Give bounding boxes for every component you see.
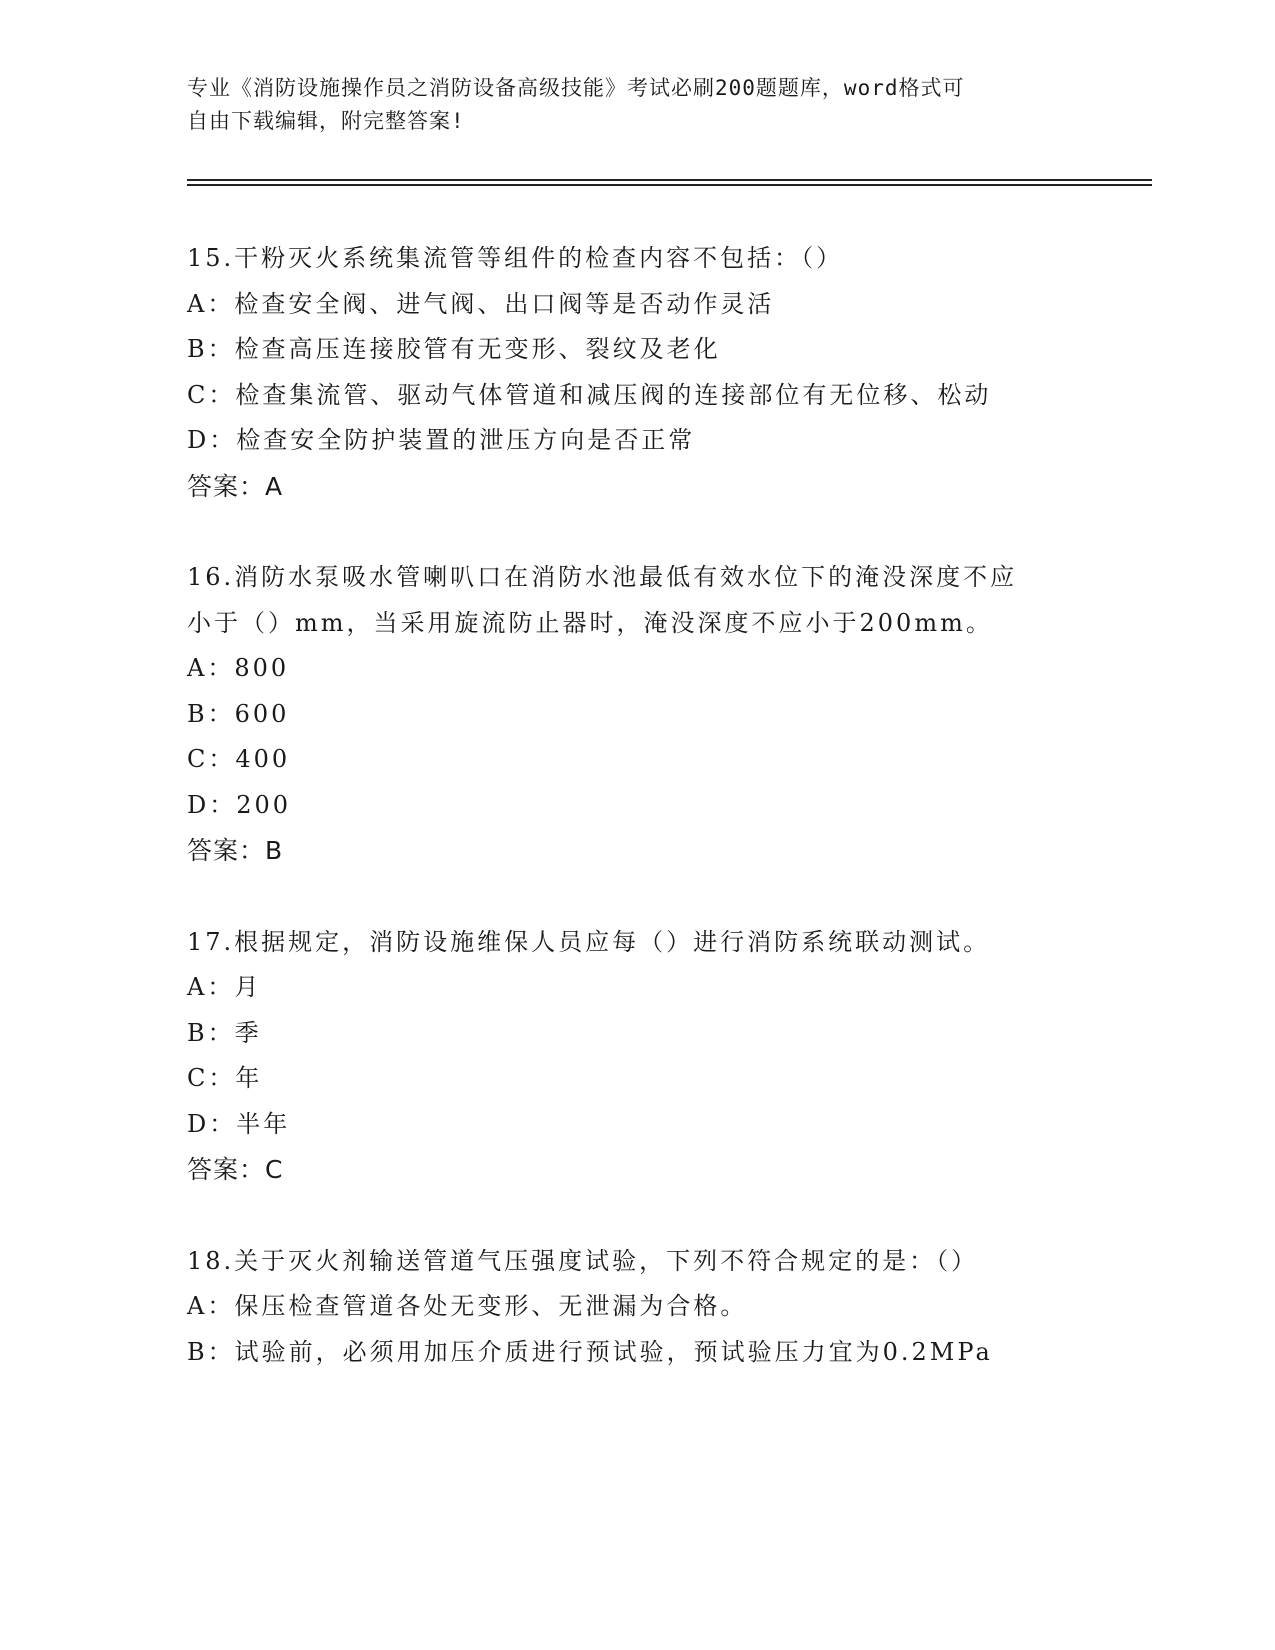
question-list xyxy=(187,236,1107,1421)
option-c: C：检查集流管、驱动气体管道和减压阀的连接部位有无位移、松动 xyxy=(187,380,992,409)
option-b: B：试验前，必须用加压介质进行预试验，预试验压力宜为0.2MPa xyxy=(187,1337,993,1366)
question-16 xyxy=(187,555,1107,874)
question-17 xyxy=(187,920,1107,1193)
option-b: B：600 xyxy=(187,699,290,728)
option-c: C：年 xyxy=(187,1064,263,1092)
answer-line: 答案：B xyxy=(187,836,284,865)
header-line-1: 专业《消防设施操作员之消防设备高级技能》考试必刷200题题库，word格式可 xyxy=(187,76,965,100)
question-18 xyxy=(187,1239,1107,1376)
option-a: A：保压检查管道各处无变形、无泄漏为合格。 xyxy=(187,1292,748,1320)
option-a: A：800 xyxy=(187,654,290,682)
header-line-2: 自由下载编辑，附完整答案! xyxy=(187,109,465,133)
option-b: B：检查高压连接胶管有无变形、裂纹及老化 xyxy=(187,335,721,363)
header-divider-top xyxy=(187,179,1152,181)
question-15 xyxy=(187,236,1107,509)
option-d: D：检查安全防护装置的泄压方向是否正常 xyxy=(187,426,696,454)
option-a: A：月 xyxy=(187,973,262,1001)
option-c: C：400 xyxy=(187,745,291,773)
question-stem-continued: 小于（）mm，当采用旋流防止器时，淹没深度不应小于200mm。 xyxy=(187,608,993,637)
question-stem: 18.关于灭火剂输送管道气压强度试验，下列不符合规定的是：（） xyxy=(187,1246,979,1275)
option-d: D：200 xyxy=(187,790,292,819)
question-stem: 17.根据规定，消防设施维保人员应每（）进行消防系统联动测试。 xyxy=(187,927,991,956)
question-stem: 15.干粉灭火系统集流管等组件的检查内容不包括：（） xyxy=(187,244,844,272)
header-divider-bottom xyxy=(187,184,1152,186)
option-a: A：检查安全阀、进气阀、出口阀等是否动作灵活 xyxy=(187,289,775,318)
option-b: B：季 xyxy=(187,1018,262,1047)
answer-line: 答案：A xyxy=(187,471,284,501)
answer-line: 答案：C xyxy=(187,1155,284,1184)
question-stem: 16.消防水泵吸水管喇叭口在消防水池最低有效水位下的淹没深度不应 xyxy=(187,563,1018,591)
option-d: D：半年 xyxy=(187,1109,291,1138)
document-header xyxy=(187,72,1087,138)
